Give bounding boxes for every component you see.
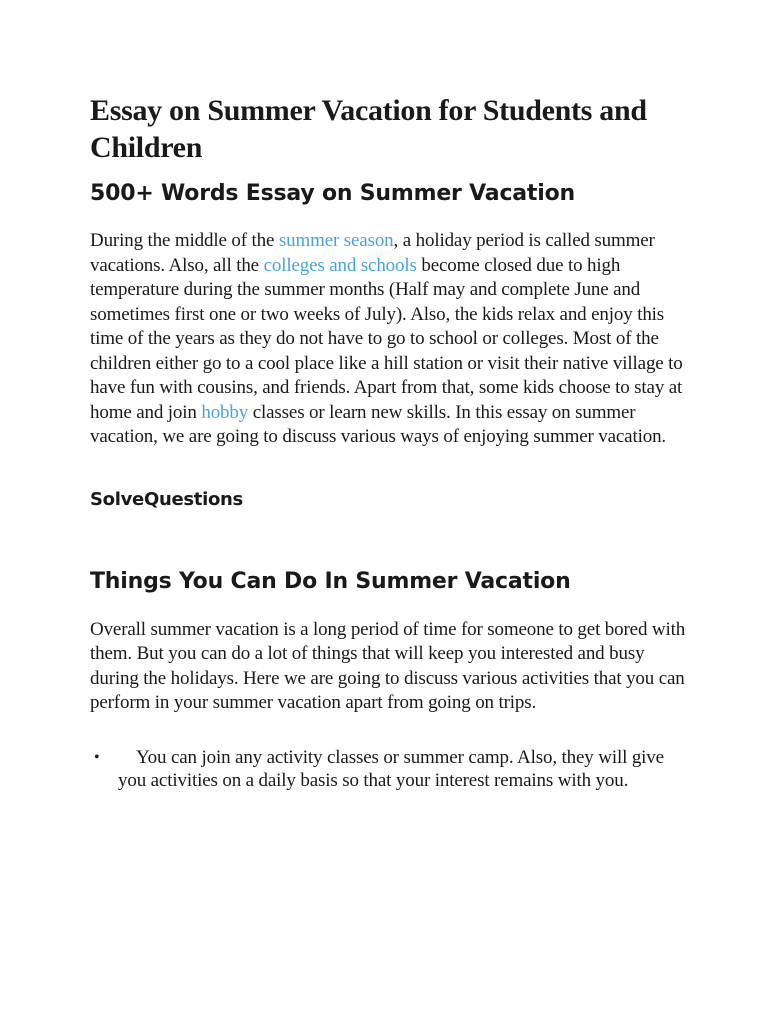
paragraph-text: During the middle of the (90, 230, 279, 251)
paragraph-text: , a holiday period is called summer vacations. Also, all the (90, 230, 655, 276)
link-hobby[interactable]: hobby (201, 401, 249, 423)
section-heading-words-essay: 500+ Words Essay on Summer Vacation (90, 181, 575, 206)
link-summer-season[interactable]: summer season (278, 230, 394, 251)
bullet-icon: • (94, 748, 100, 766)
link-colleges-and-schools[interactable]: colleges and schools (263, 254, 417, 276)
list-item (90, 746, 688, 793)
paragraph-text: classes or learn new skills. In this essay on summer vacation, we are going to discuss various ways of enjoying summer vacation. (90, 401, 667, 447)
list-item-text: You can join any activity classes or summer camp. Also, they will give you activities on a daily basis so that your interest remains with you. (118, 746, 664, 791)
paragraph-text: become closed due to high temperature during the summer months (Half may and complete June and sometimes first one or two weeks of July). Also, the kids relax and enjoy this time of the years as they do not have to go to school or colleges. Most of the children either go to a cool place like a hill station or visit their native village to have fun with cousins, and friends. Apart from that, some kids choose to stay at home and join (90, 254, 683, 423)
section-heading-things-to-do: Things You Can Do In Summer Vacation (90, 568, 571, 594)
document-title: Essay on Summer Vacation for Students and Children (90, 94, 647, 164)
intro-paragraph (90, 229, 688, 450)
brand-label: SolveQuestions (90, 488, 243, 510)
activity-list (90, 746, 688, 793)
activities-paragraph: Overall summer vacation is a long period of time for someone to get bored with them. But you can do a lot of things that will keep you interested and busy during the holidays. Here we are going to discuss various activities that you can perform in your summer vacation apart from going on trips. (90, 618, 686, 713)
spacer (90, 512, 688, 568)
